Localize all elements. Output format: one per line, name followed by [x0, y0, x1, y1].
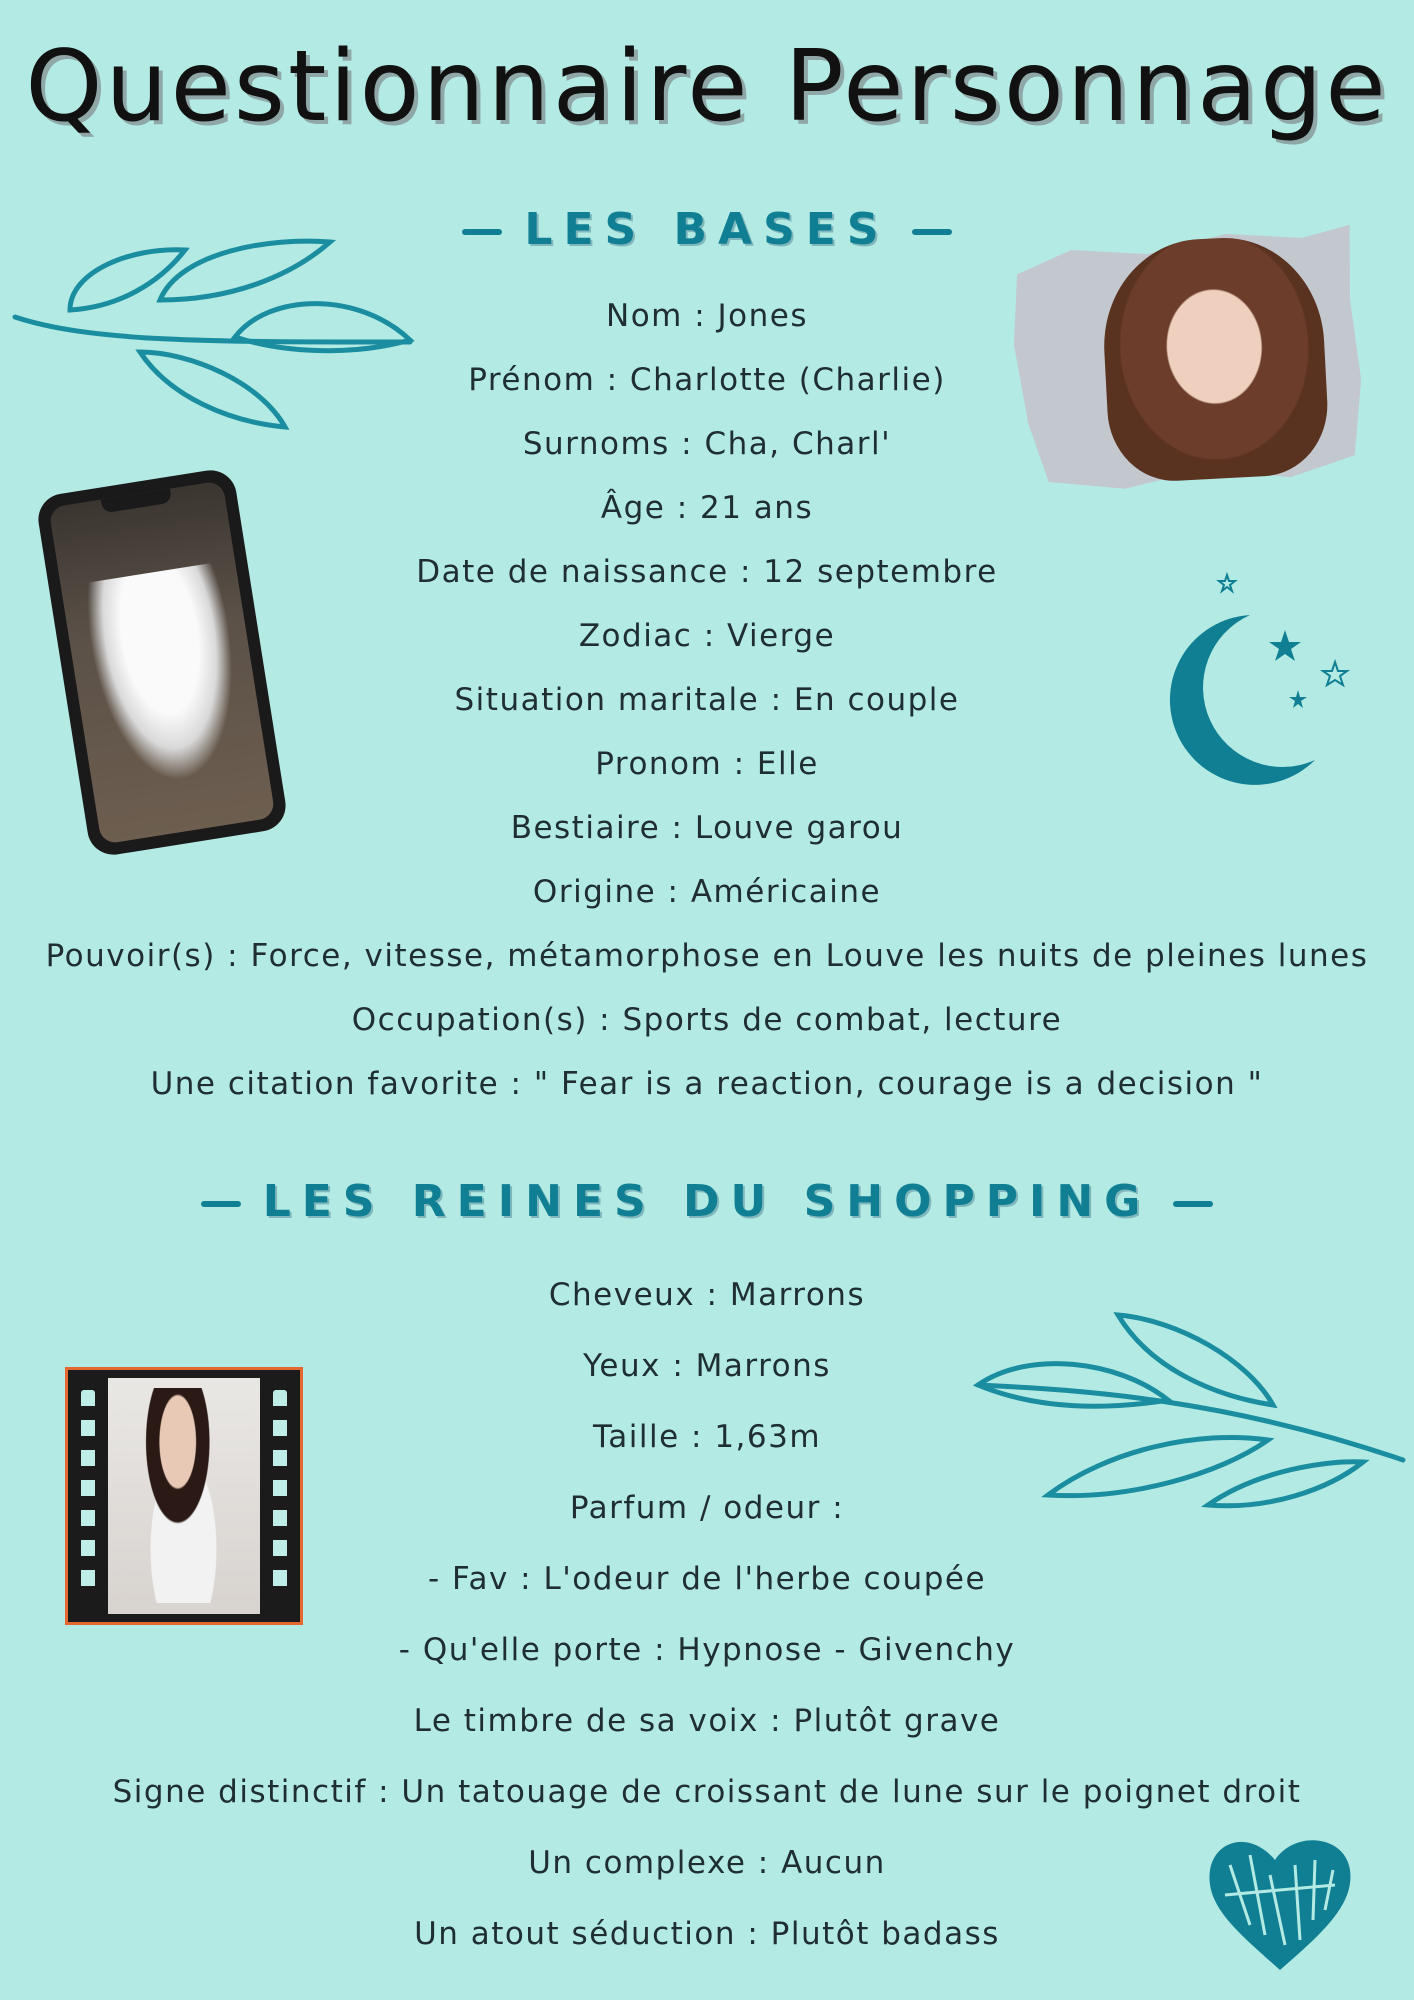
heading-dash-left	[462, 229, 502, 235]
film-portrait	[126, 1388, 241, 1603]
film-frame	[108, 1378, 260, 1614]
list-item: Taille : 1,63m	[592, 1419, 822, 1455]
list-item: Un complexe : Aucun	[528, 1845, 886, 1881]
heading-dash-right	[912, 229, 952, 235]
list-item: Nom : Jones	[606, 298, 808, 334]
leaf-branch-icon	[968, 1310, 1408, 1530]
list-item: Parfum / odeur :	[569, 1490, 845, 1526]
phone-screen	[48, 480, 275, 844]
list-item: Âge : 21 ans	[600, 490, 814, 526]
crescent-moon-icon	[1140, 570, 1360, 810]
list-item: Signe distinctif : Un tatouage de croissant de lune sur le poignet droit	[112, 1774, 1302, 1810]
film-holes	[81, 1390, 95, 1600]
list-item: Le timbre de sa voix : Plutôt grave	[413, 1703, 1001, 1739]
page-title: Questionnaire Personnage	[25, 30, 1389, 144]
list-item: Pouvoir(s) : Force, vitesse, métamorphose en Louve les nuits de pleines lunes	[45, 938, 1369, 974]
list-item: - Fav : L'odeur de l'herbe coupée	[427, 1561, 987, 1597]
list-item: Date de naissance : 12 septembre	[416, 554, 998, 590]
list-item: - Qu'elle porte : Hypnose - Givenchy	[398, 1632, 1016, 1668]
section-heading-bases-label: LES BASES	[524, 204, 890, 255]
list-item: Une citation favorite : " Fear is a reaction, courage is a decision "	[150, 1066, 1264, 1102]
list-item: Occupation(s) : Sports de combat, lecture	[351, 1002, 1063, 1038]
list-item: Surnoms : Cha, Charl'	[522, 426, 892, 462]
section-heading-shopping-label: LES REINES DU SHOPPING	[262, 1176, 1152, 1227]
list-item: Prénom : Charlotte (Charlie)	[468, 362, 946, 398]
phone-notch	[101, 489, 172, 514]
wolf-image	[81, 562, 252, 791]
portrait-photo	[1008, 219, 1367, 505]
leaf-branch-icon	[10, 232, 415, 432]
star-icon	[1289, 690, 1307, 708]
film-strip-photo	[65, 1367, 303, 1625]
section-heading-shopping	[0, 1176, 1414, 1227]
heart-icon	[1205, 1825, 1355, 1975]
list-item: Bestiaire : Louve garou	[510, 810, 904, 846]
list-item: Zodiac : Vierge	[578, 618, 836, 654]
list-item: Pronom : Elle	[595, 746, 819, 782]
list-item: Yeux : Marrons	[583, 1348, 831, 1384]
portrait-face	[1099, 233, 1331, 484]
heading-dash-right	[1173, 1201, 1213, 1207]
heading-dash-left	[201, 1201, 241, 1207]
star-outline-icon	[1219, 575, 1347, 685]
list-item: Situation maritale : En couple	[454, 682, 960, 718]
film-holes	[273, 1390, 287, 1600]
list-item: Un atout séduction : Plutôt badass	[414, 1916, 1000, 1952]
list-item: Origine : Américaine	[532, 874, 882, 910]
star-icon	[1269, 630, 1301, 661]
list-item: Cheveux : Marrons	[548, 1277, 866, 1313]
